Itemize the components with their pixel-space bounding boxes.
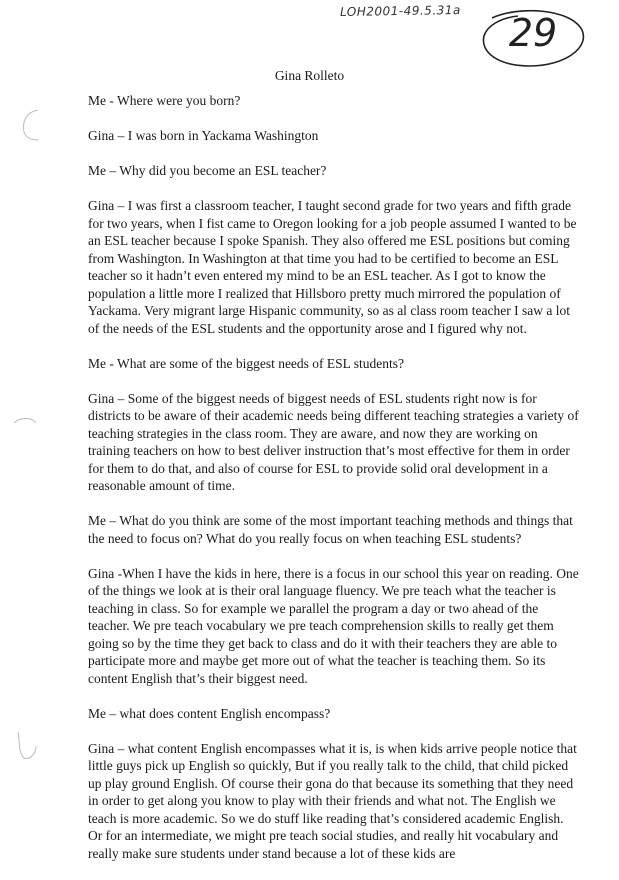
punch-hole-mark — [20, 108, 42, 142]
question-paragraph: Me – what does content English encompass? — [88, 705, 331, 721]
document-title: Gina Rolleto — [274, 68, 345, 83]
page-number-handwritten: 29 — [508, 11, 558, 55]
answer-paragraph: Gina – I was first a classroom teacher, I taught second grade for two years and fifth grade for two years, when I fist came to Oregon looking for a job people assumed I wanted to be an ESL teacher because I spoke Spanish. They also offered me ESL positions but coming from Washington. In Washington at that time you had to be certified to become an ESL teacher so it hadn’t even entered my mind to be an ESL teacher. As I got to know the population a little more I realized that Hillsboro pretty much mirrored the population of Yackama. Very migrant large Hispanic community, so as al class room teacher I saw a lot of the needs of the ESL students and the opportunity arose and I figured why not. — [88, 198, 577, 336]
question-paragraph: Me - What are some of the biggest needs of ESL students? — [88, 355, 405, 371]
answer-paragraph: Gina – Some of the biggest needs of biggest needs of ESL students right now is for districts to be aware of their academic needs being different teaching strategies a variety of teaching strategies in the class room. They are aware, and now they are working on training teachers on how to best deliver instruction that’s most effective for them in order for them to do that, and also of course for ESL to provide solid oral development in a reasonable amount of time. — [88, 390, 579, 493]
page-number-circle — [478, 8, 588, 70]
question-paragraph: Me – Why did you become an ESL teacher? — [88, 163, 327, 178]
answer-paragraph: Gina – I was born in Yackama Washington — [88, 128, 319, 143]
answer-paragraph: Gina – what content English encompasses what it is, is when kids arrive people notice that little guys pick up English so quickly, But if you really talk to the child, that child picked up play ground English. Of course their gona do that because its something that they need in order to get along you know to play with their friends and what not. The English we teach is more academic. So we do stuff like reading that’s considered academic English. Or for an intermediate, we might pre teach social studies, and really hit vocabulary and really make sure students under stand because a lot of these kids are — [88, 740, 577, 861]
question-paragraph: Me – What do you think are some of the most important teaching methods and things that the need to focus on? What do you really focus on when teaching ESL students? — [88, 513, 573, 546]
answer-paragraph: Gina -When I have the kids in here, there is a focus in our school this year on reading. One of the things we look at is their oral language fluency. We pre teach what the teacher is teaching in class. So for example we parallel the program a day or two ahead of the teacher. We pre teach vocabulary we pre teach comprehension skills to really get them going so by the time they get back to class and do it with their teachers they are able to participate more and maybe get more out of what the teacher is teaching them. So its content English that’s their biggest need. — [88, 565, 579, 686]
transcript-body — [88, 92, 580, 880]
question-paragraph: Me - Where were you born? — [88, 93, 241, 108]
punch-hole-mark — [10, 415, 40, 445]
accession-number-handwritten: LOH2001-49.5.31a — [339, 2, 461, 20]
punch-hole-mark — [14, 728, 40, 762]
